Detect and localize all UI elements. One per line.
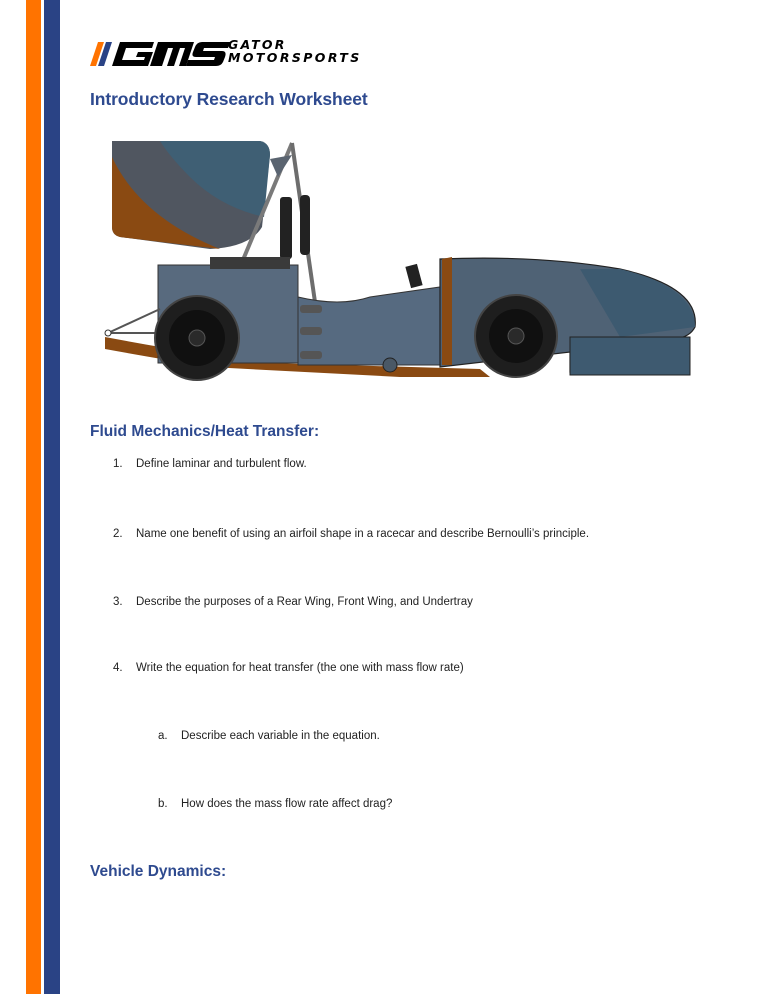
question-text: Name one benefit of using an airfoil shape in a racecar and describe Bernoulli’s principle. <box>136 528 590 540</box>
subquestion-letter: b. <box>158 798 168 810</box>
question-1 <box>113 458 307 470</box>
question-text: Write the equation for heat transfer (the one with mass flow rate) <box>136 662 464 674</box>
logo-wordmark <box>228 38 362 64</box>
blue-side-stripe <box>44 0 60 994</box>
section-heading-vehicle-dynamics: Vehicle Dynamics: <box>90 863 227 880</box>
question-3 <box>113 596 473 608</box>
subquestion-text: Describe each variable in the equation. <box>181 730 380 742</box>
subquestion-4b <box>158 798 392 810</box>
logo-line-1: GATOR <box>228 37 287 52</box>
subquestion-text: How does the mass flow rate affect drag? <box>181 798 393 810</box>
gator-motorsports-logo <box>90 38 410 70</box>
question-number: 2. <box>113 528 123 540</box>
logo-line-2: MOTORSPORTS <box>228 50 362 65</box>
orange-side-stripe <box>26 0 41 994</box>
subquestion-letter: a. <box>158 730 168 742</box>
question-4 <box>113 662 464 674</box>
gms-logo-mark-icon <box>90 38 230 70</box>
question-number: 3. <box>113 596 123 608</box>
racecar-image <box>100 137 700 385</box>
question-number: 1. <box>113 458 123 470</box>
document-title: Introductory Research Worksheet <box>90 89 368 109</box>
subquestion-4a <box>158 730 380 742</box>
question-number: 4. <box>113 662 123 674</box>
question-text: Describe the purposes of a Rear Wing, Front Wing, and Undertray <box>136 596 473 608</box>
question-text: Define laminar and turbulent flow. <box>136 458 307 470</box>
section-heading-fluid-mechanics: Fluid Mechanics/Heat Transfer: <box>90 423 320 440</box>
question-2 <box>113 528 589 540</box>
